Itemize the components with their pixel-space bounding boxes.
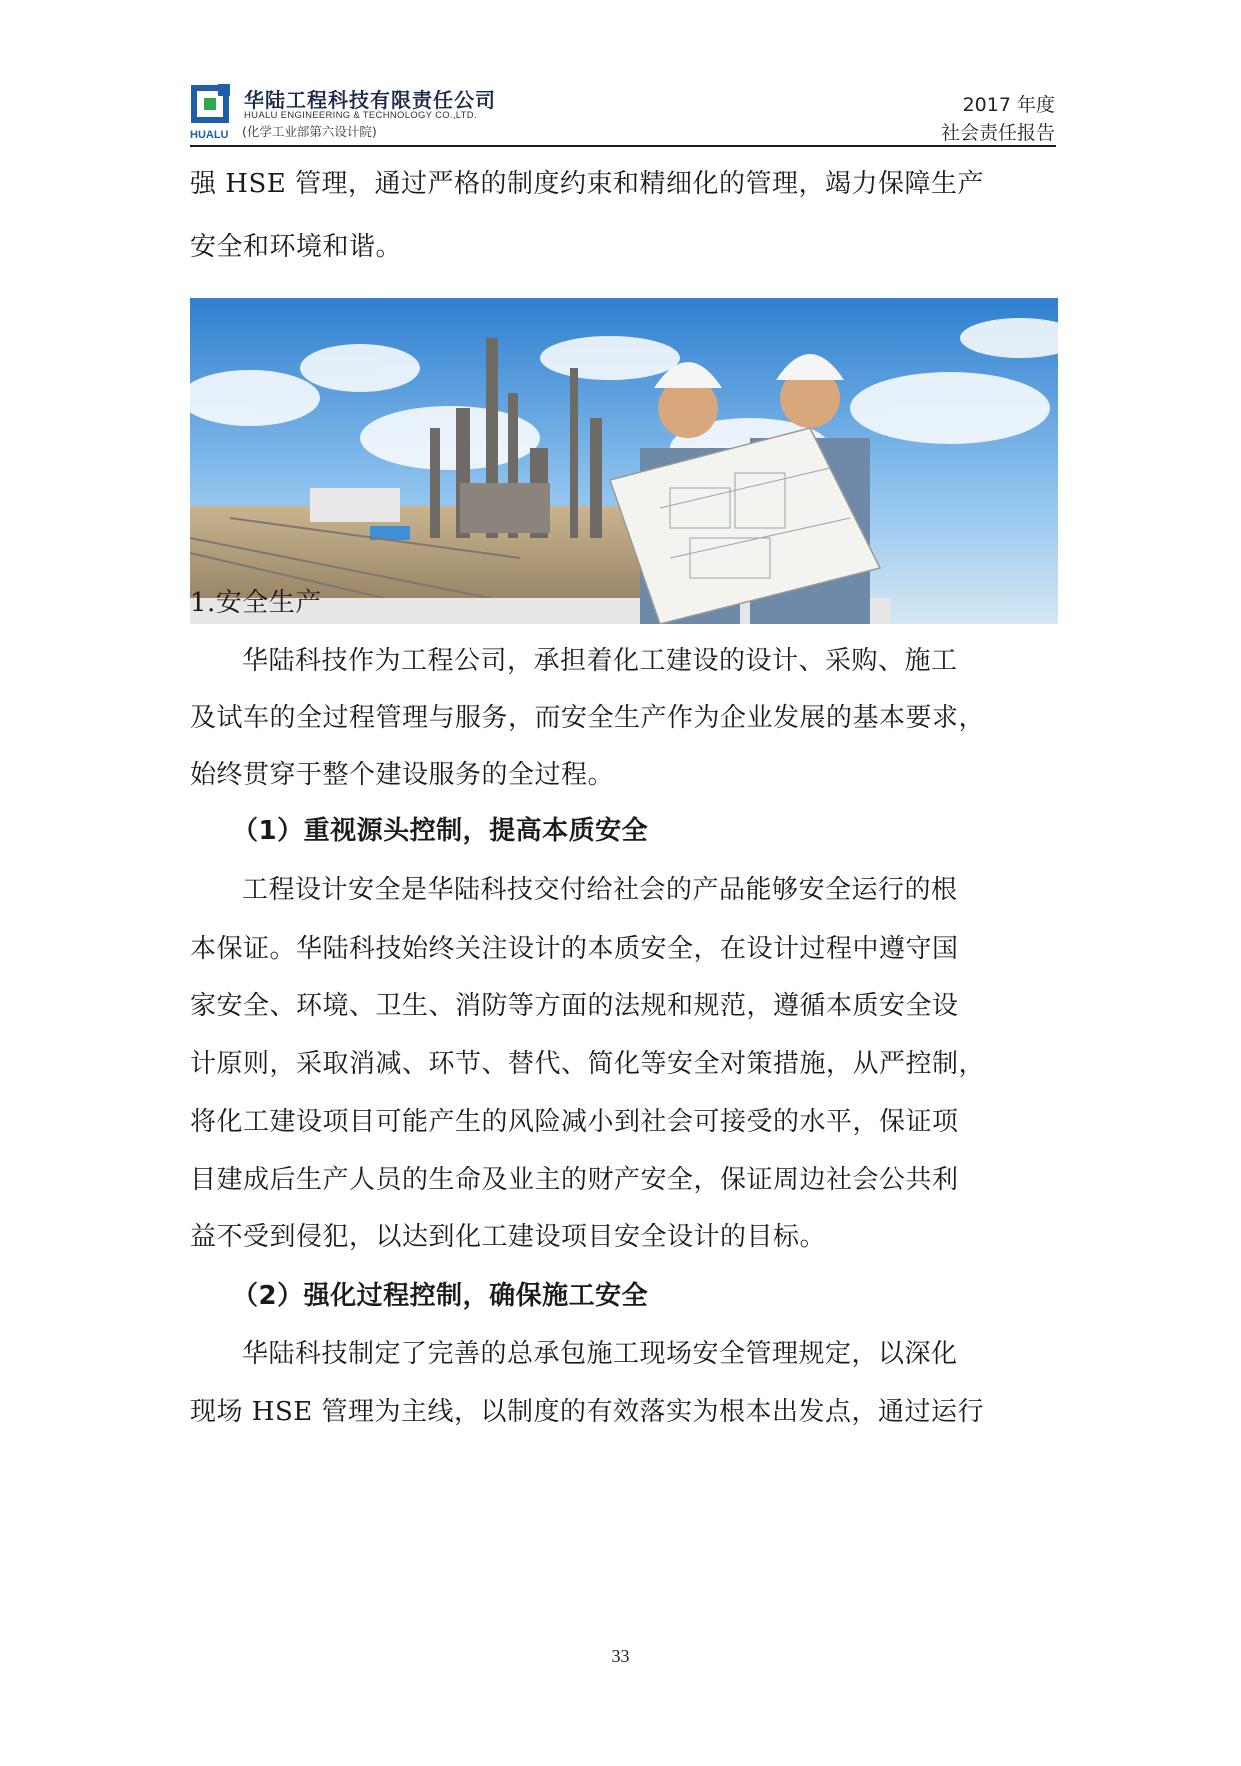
subheading-process-control: （2）强化过程控制，确保施工安全: [232, 1281, 649, 1311]
para3-line-2: 现场 HSE 管理为主线，以制度的有效落实为根本出发点，通过运行: [190, 1397, 984, 1427]
company-name-en: HUALU ENGINEERING & TECHNOLOGY CO.,LTD.: [244, 110, 477, 121]
logo-wordmark: HUALU: [190, 129, 229, 140]
hualu-logo-icon: [190, 84, 234, 140]
intro-line-1: 强 HSE 管理，通过严格的制度约束和精细化的管理，竭力保障生产: [190, 169, 984, 199]
para2-line-1: 工程设计安全是华陆科技交付给社会的产品能够安全运行的根: [242, 875, 958, 905]
intro-line-2: 安全和环境和谐。: [190, 232, 403, 262]
page-number: 33: [611, 1646, 630, 1666]
para2-line-5: 将化工建设项目可能产生的风险减小到社会可接受的水平，保证项: [190, 1107, 959, 1137]
para1-line-1: 华陆科技作为工程公司，承担着化工建设的设计、采购、施工: [242, 646, 958, 676]
para1-line-3: 始终贯穿于整个建设服务的全过程。: [190, 760, 615, 790]
para2-line-4: 计原则，采取消减、环节、替代、简化等安全对策措施，从严控制，: [190, 1049, 986, 1079]
para3-line-1: 华陆科技制定了完善的总承包施工现场安全管理规定，以深化: [242, 1339, 958, 1369]
report-year: 2017 年度: [962, 94, 1055, 116]
para2-line-6: 目建成后生产人员的生命及业主的财产安全，保证周边社会公共利: [190, 1165, 959, 1195]
page-header: [0, 0, 1241, 150]
company-subtitle: (化学工业部第六设计院): [242, 124, 377, 139]
engineers-plant-photo: [190, 298, 1058, 624]
header-divider: [190, 145, 1056, 147]
para1-line-2: 及试车的全过程管理与服务，而安全生产作为企业发展的基本要求，: [190, 703, 986, 733]
para2-line-7: 益不受到侵犯，以达到化工建设项目安全设计的目标。: [190, 1222, 827, 1252]
section-heading-safety: 1.安全生产: [190, 588, 322, 618]
para2-line-2: 本保证。华陆科技始终关注设计的本质安全，在设计过程中遵守国: [190, 934, 959, 964]
report-title: 社会责任报告: [940, 122, 1055, 144]
subheading-source-control: （1）重视源头控制，提高本质安全: [232, 816, 649, 846]
company-name-cn: 华陆工程科技有限责任公司: [244, 88, 496, 112]
para2-line-3: 家安全、环境、卫生、消防等方面的法规和规范，遵循本质安全设: [190, 991, 959, 1021]
